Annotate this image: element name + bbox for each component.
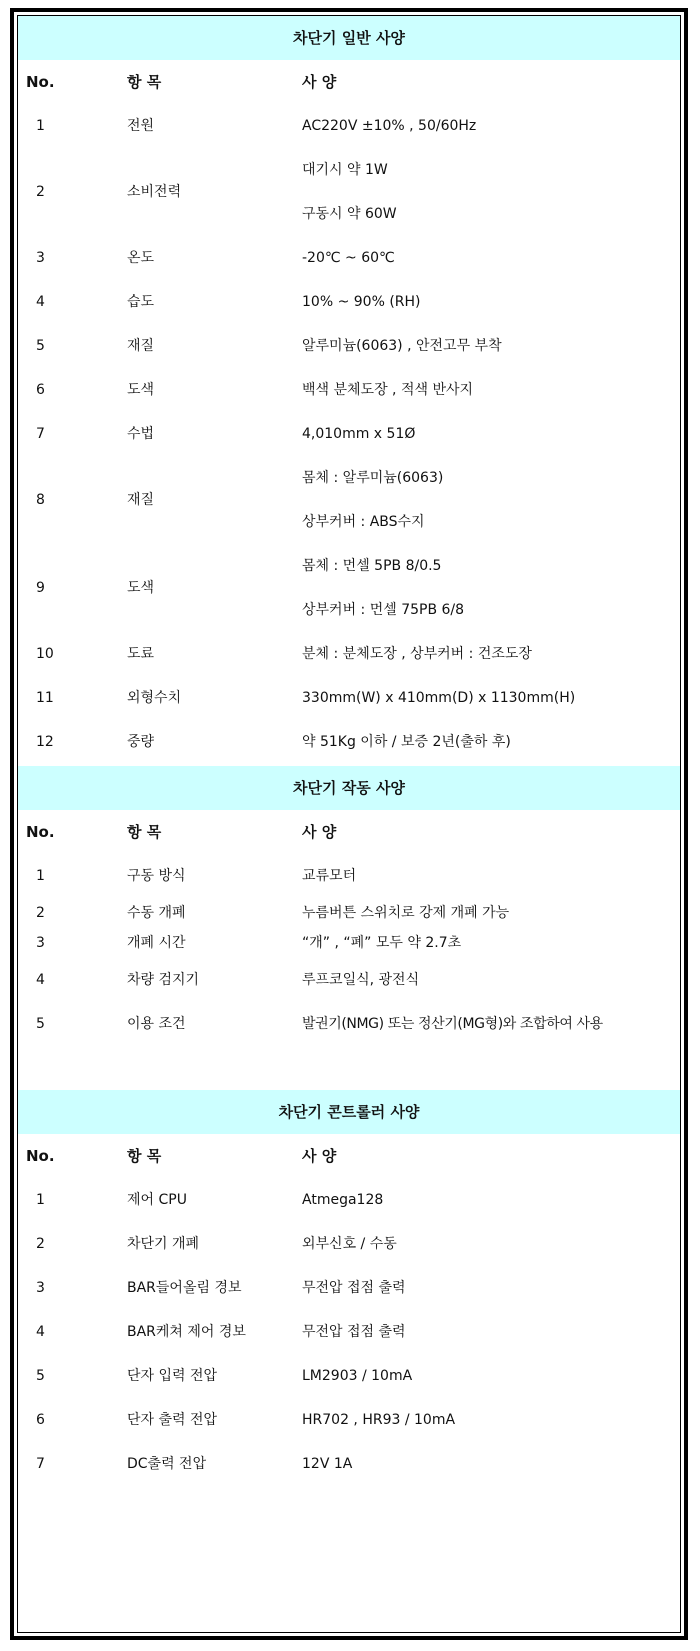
table-row bbox=[18, 456, 680, 544]
row-no: 1 bbox=[36, 868, 45, 884]
row-spec: 교류모터 bbox=[302, 868, 357, 884]
table-row bbox=[18, 148, 680, 236]
row-item: BAR들어올림 경보 bbox=[127, 1280, 242, 1296]
row-no: 6 bbox=[36, 1412, 45, 1428]
row-item: 재질 bbox=[127, 492, 155, 508]
row-item: 도료 bbox=[127, 646, 155, 662]
row-item: 온도 bbox=[127, 250, 155, 266]
row-spec-line: 몸체 : 먼셀 5PB 8/0.5 bbox=[302, 558, 442, 574]
table-row bbox=[18, 368, 680, 412]
table-row bbox=[18, 280, 680, 324]
row-item: 차량 검지기 bbox=[127, 972, 200, 988]
table-row bbox=[18, 324, 680, 368]
row-spec: 330mm(W) x 410mm(D) x 1130mm(H) bbox=[302, 690, 576, 706]
col-spec: 사 양 bbox=[302, 823, 337, 841]
row-no: 2 bbox=[36, 1236, 45, 1252]
col-no: No. bbox=[26, 823, 55, 841]
col-spec: 사 양 bbox=[302, 1147, 337, 1165]
spec-sheet-frame bbox=[10, 8, 688, 1640]
row-item: 구동 방식 bbox=[127, 868, 186, 884]
row-spec: Atmega128 bbox=[302, 1192, 384, 1208]
table-row bbox=[18, 1222, 680, 1266]
row-spec: 누름버튼 스위치로 강제 개폐 가능 bbox=[302, 905, 510, 921]
row-no: 12 bbox=[36, 734, 54, 750]
spec-sheet bbox=[17, 15, 681, 1633]
row-no: 11 bbox=[36, 690, 54, 706]
row-no: 7 bbox=[36, 426, 45, 442]
table-row bbox=[18, 676, 680, 720]
table-row bbox=[18, 1442, 680, 1486]
table-row bbox=[18, 1310, 680, 1354]
row-no: 8 bbox=[36, 492, 45, 508]
row-spec bbox=[302, 544, 464, 632]
col-spec: 사 양 bbox=[302, 73, 337, 91]
row-item: 단자 출력 전압 bbox=[127, 1412, 218, 1428]
row-no: 3 bbox=[36, 935, 45, 951]
row-item: DC출력 전압 bbox=[127, 1456, 207, 1472]
row-spec-line: 상부커버 : ABS수지 bbox=[302, 514, 425, 530]
row-spec: 약 51Kg 이하 / 보증 2년(출하 후) bbox=[302, 734, 511, 750]
section-title-general: 차단기 일반 사양 bbox=[18, 16, 680, 60]
table-row bbox=[18, 236, 680, 280]
row-item: 도색 bbox=[127, 580, 155, 596]
table-row bbox=[18, 1002, 680, 1046]
row-spec: 무전압 접점 출력 bbox=[302, 1280, 406, 1296]
row-spec: 12V 1A bbox=[302, 1456, 353, 1472]
row-no: 1 bbox=[36, 118, 45, 134]
table-row bbox=[18, 928, 680, 958]
section-title-controller: 차단기 콘트롤러 사양 bbox=[18, 1090, 680, 1134]
row-spec: HR702 , HR93 / 10mA bbox=[302, 1412, 456, 1428]
row-no: 3 bbox=[36, 1280, 45, 1296]
row-no: 3 bbox=[36, 250, 45, 266]
row-spec: 4,010mm x 51Ø bbox=[302, 426, 416, 442]
row-spec: 알루미늄(6063) , 안전고무 부착 bbox=[302, 338, 502, 354]
row-no: 5 bbox=[36, 1368, 45, 1384]
row-no: 9 bbox=[36, 580, 45, 596]
col-no: No. bbox=[26, 73, 55, 91]
row-item: 재질 bbox=[127, 338, 155, 354]
row-spec: “개” , “폐” 모두 약 2.7초 bbox=[302, 935, 462, 951]
row-item: 도색 bbox=[127, 382, 155, 398]
table-header-operation bbox=[18, 810, 680, 854]
table-row bbox=[18, 720, 680, 764]
row-item: 중량 bbox=[127, 734, 155, 750]
table-row bbox=[18, 544, 680, 632]
section-title-operation: 차단기 작동 사양 bbox=[18, 766, 680, 810]
col-item: 항 목 bbox=[127, 1147, 162, 1165]
table-row bbox=[18, 1354, 680, 1398]
row-spec: AC220V ±10% , 50/60Hz bbox=[302, 118, 477, 134]
table-row bbox=[18, 1398, 680, 1442]
table-row bbox=[18, 1266, 680, 1310]
row-no: 2 bbox=[36, 184, 45, 200]
row-spec: 분체 : 분체도장 , 상부커버 : 건조도장 bbox=[302, 646, 532, 662]
row-no: 7 bbox=[36, 1456, 45, 1472]
row-item: 습도 bbox=[127, 294, 155, 310]
table-row bbox=[18, 412, 680, 456]
row-spec: 루프코일식, 광전식 bbox=[302, 972, 420, 988]
row-no: 10 bbox=[36, 646, 54, 662]
row-item: 이용 조건 bbox=[127, 1016, 186, 1032]
row-no: 4 bbox=[36, 1324, 45, 1340]
row-no: 4 bbox=[36, 294, 45, 310]
row-item: 전원 bbox=[127, 118, 155, 134]
row-spec-line: 몸체 : 알루미늄(6063) bbox=[302, 470, 444, 486]
row-no: 4 bbox=[36, 972, 45, 988]
row-item: 수법 bbox=[127, 426, 155, 442]
row-item: 수동 개폐 bbox=[127, 905, 186, 921]
col-item: 항 목 bbox=[127, 823, 162, 841]
table-row bbox=[18, 104, 680, 148]
row-item: 단자 입력 전압 bbox=[127, 1368, 218, 1384]
row-spec: 발권기(NMG) 또는 정산기(MG형)와 조합하여 사용 bbox=[302, 1016, 603, 1032]
row-spec: 외부신호 / 수동 bbox=[302, 1236, 397, 1252]
table-row bbox=[18, 958, 680, 1002]
table-header-controller bbox=[18, 1134, 680, 1178]
row-spec bbox=[302, 456, 443, 544]
table-header-general bbox=[18, 60, 680, 104]
row-spec: 백색 분체도장 , 적색 반사지 bbox=[302, 382, 474, 398]
table-row bbox=[18, 898, 680, 928]
row-item: 소비전력 bbox=[127, 184, 182, 200]
row-item: 개폐 시간 bbox=[127, 935, 186, 951]
row-item: 차단기 개폐 bbox=[127, 1236, 200, 1252]
row-item: 제어 CPU bbox=[127, 1192, 187, 1208]
row-spec-line: 상부커버 : 먼셀 75PB 6/8 bbox=[302, 602, 465, 618]
row-spec-line: 대기시 약 1W bbox=[302, 162, 388, 178]
row-no: 2 bbox=[36, 905, 45, 921]
row-no: 5 bbox=[36, 1016, 45, 1032]
table-row bbox=[18, 1178, 680, 1222]
col-item: 항 목 bbox=[127, 73, 162, 91]
row-spec: -20℃ ~ 60℃ bbox=[302, 250, 395, 266]
row-spec: LM2903 / 10mA bbox=[302, 1368, 413, 1384]
row-item: BAR케쳐 제어 경보 bbox=[127, 1324, 246, 1340]
row-spec-line: 구동시 약 60W bbox=[302, 206, 397, 222]
row-item: 외형수치 bbox=[127, 690, 182, 706]
row-spec bbox=[302, 148, 397, 236]
row-spec: 10% ~ 90% (RH) bbox=[302, 294, 421, 310]
table-row bbox=[18, 632, 680, 676]
row-no: 1 bbox=[36, 1192, 45, 1208]
row-no: 6 bbox=[36, 382, 45, 398]
row-spec: 무전압 접점 출력 bbox=[302, 1324, 406, 1340]
col-no: No. bbox=[26, 1147, 55, 1165]
table-row bbox=[18, 854, 680, 898]
row-no: 5 bbox=[36, 338, 45, 354]
